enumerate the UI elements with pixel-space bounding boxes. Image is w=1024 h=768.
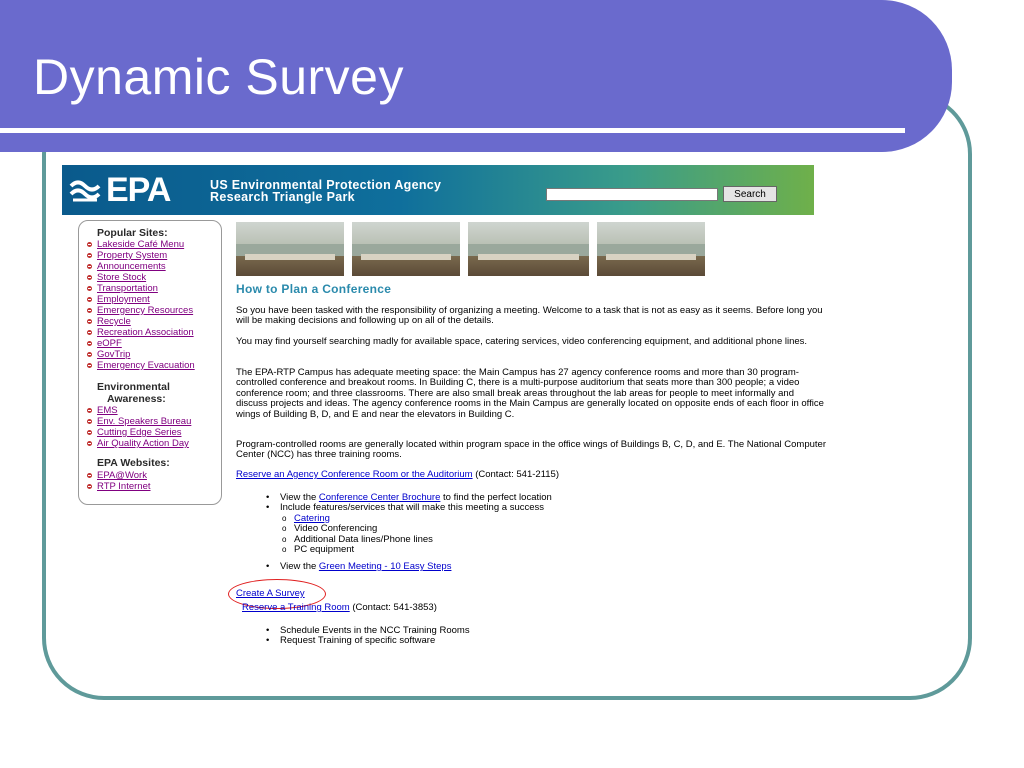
sidebar-link[interactable]: Env. Speakers Bureau bbox=[97, 416, 192, 427]
list-item: o PC equipment bbox=[280, 545, 552, 555]
bullet-icon bbox=[87, 319, 92, 324]
env-heading-2: Awareness: bbox=[107, 393, 166, 405]
search-input[interactable] bbox=[546, 188, 718, 201]
list-item bbox=[87, 272, 195, 283]
bullet-icon bbox=[87, 330, 92, 335]
list-item bbox=[87, 438, 191, 449]
include-text: Include features/services that will make this meeting a success bbox=[280, 502, 545, 514]
training-line bbox=[242, 603, 832, 613]
sidebar-link[interactable]: eOPF bbox=[97, 338, 122, 349]
list-item bbox=[87, 349, 195, 360]
reserve-line bbox=[236, 470, 826, 480]
sidebar-link[interactable]: Store Stock bbox=[97, 272, 147, 283]
conference-room-photo bbox=[597, 222, 705, 276]
list-item bbox=[87, 338, 195, 349]
popular-sites-heading: Popular Sites: bbox=[97, 227, 168, 239]
brochure-link[interactable]: Conference Center Brochure bbox=[318, 492, 441, 503]
bullet-icon bbox=[87, 419, 92, 424]
list-item bbox=[87, 405, 191, 416]
epa-websites-list bbox=[87, 470, 151, 492]
list-item bbox=[87, 327, 195, 338]
sidebar-link[interactable]: Recreation Association bbox=[97, 327, 194, 338]
list-item: o Video Conferencing bbox=[280, 524, 552, 534]
bullet-icon bbox=[87, 363, 92, 368]
sidebar-link[interactable]: Air Quality Action Day bbox=[97, 438, 189, 449]
bullet-icon bbox=[87, 473, 92, 478]
bullet-icon bbox=[87, 341, 92, 346]
agency-line-2: Research Triangle Park bbox=[210, 190, 355, 204]
catering-link[interactable]: Catering bbox=[294, 512, 330, 524]
epa-header bbox=[62, 165, 814, 215]
list-item bbox=[87, 416, 191, 427]
list-item bbox=[87, 294, 195, 305]
sidebar-link[interactable]: GovTrip bbox=[97, 349, 131, 360]
list-item bbox=[87, 427, 191, 438]
bullet-icon bbox=[87, 264, 92, 269]
bullet-icon bbox=[87, 441, 92, 446]
paragraph: So you have been tasked with the responsibility of organizing a meeting. Welcome to a task that is not as easy as it seems. Before long you will be making decisions and following up on all of the details. bbox=[236, 305, 823, 327]
embedded-webpage-screenshot bbox=[62, 165, 826, 655]
sidebar-link[interactable]: EMS bbox=[97, 405, 118, 416]
list-item bbox=[266, 503, 552, 555]
reserve-training-link[interactable]: Reserve a Training Room bbox=[242, 602, 350, 613]
brochure-rest: to find the perfect location bbox=[440, 492, 552, 503]
list-item bbox=[87, 316, 195, 327]
bullet-icon bbox=[87, 297, 92, 302]
sidebar bbox=[78, 220, 222, 505]
bullet-icon bbox=[87, 286, 92, 291]
list-item bbox=[87, 360, 195, 371]
epa-logo-text: EPA bbox=[106, 170, 171, 209]
list-item bbox=[87, 250, 195, 261]
list-item bbox=[266, 562, 451, 572]
list-item bbox=[87, 305, 195, 316]
sidebar-link[interactable]: Employment bbox=[97, 294, 150, 305]
reserve-conference-link[interactable]: Reserve an Agency Conference Room or the Auditorium bbox=[236, 469, 473, 480]
env-list bbox=[87, 405, 191, 449]
sidebar-link[interactable]: Emergency Evacuation bbox=[97, 360, 195, 371]
sidebar-link[interactable]: Cutting Edge Series bbox=[97, 427, 182, 438]
bullet-icon bbox=[87, 352, 92, 357]
list-item bbox=[87, 239, 195, 250]
sidebar-link[interactable]: Announcements bbox=[97, 261, 166, 272]
plan-list bbox=[266, 493, 552, 555]
sidebar-link[interactable]: EPA@Work bbox=[97, 470, 147, 481]
sidebar-link[interactable]: Recycle bbox=[97, 316, 131, 327]
paragraph: Program-controlled rooms are generally located within program space in the office wings of Buildings B, C, D, and E. The National Computer Center (NCC) has three training rooms. bbox=[236, 439, 826, 461]
reserve-contact: (Contact: 541-2115) bbox=[472, 469, 560, 480]
page-title: How to Plan a Conference bbox=[236, 282, 392, 296]
popular-sites-list bbox=[87, 239, 195, 371]
conference-room-photo bbox=[352, 222, 460, 276]
bullet-icon bbox=[87, 275, 92, 280]
list-item bbox=[87, 283, 195, 294]
slide-title: Dynamic Survey bbox=[33, 49, 404, 105]
conference-room-photo bbox=[236, 222, 344, 276]
bullet-icon bbox=[87, 484, 92, 489]
agency-name bbox=[210, 179, 441, 203]
list-item: • Schedule Events in the NCC Training Rooms bbox=[266, 626, 470, 636]
view-the-text: View the bbox=[280, 492, 319, 503]
green-meeting-link[interactable]: Green Meeting - 10 Easy Steps bbox=[318, 561, 452, 572]
sidebar-link[interactable]: Emergency Resources bbox=[97, 305, 194, 316]
title-divider bbox=[0, 128, 905, 133]
bullet-icon bbox=[87, 253, 92, 258]
bullet-icon bbox=[87, 408, 92, 413]
search-button[interactable]: Search bbox=[723, 186, 777, 202]
sidebar-link[interactable]: Transportation bbox=[97, 283, 158, 294]
sidebar-link[interactable]: Lakeside Café Menu bbox=[97, 239, 185, 250]
epa-logo[interactable] bbox=[68, 171, 170, 209]
training-contact: (Contact: 541-3853) bbox=[349, 602, 437, 613]
slide-title-bar bbox=[0, 0, 952, 152]
agency-line-1: US Environmental Protection Agency bbox=[210, 178, 442, 192]
bullet-icon bbox=[87, 430, 92, 435]
bullet-icon bbox=[87, 242, 92, 247]
list-item bbox=[87, 470, 151, 481]
create-survey-link[interactable]: Create A Survey bbox=[236, 588, 305, 599]
epa-websites-heading: EPA Websites: bbox=[97, 457, 170, 469]
epa-seal-icon bbox=[68, 173, 102, 207]
view-the-text: View the bbox=[280, 561, 319, 572]
paragraph: The EPA-RTP Campus has adequate meeting space: the Main Campus has 27 agency conference rooms and more than 30 program-controlled conference and breakout rooms. In Building C, there is a multi-purpose auditorium that seats more than 300 people; a video conference room; and three classrooms. There are also small break areas throughout the lab areas for people to meet informally and discuss projects and ideas. The agency conference rooms in the Main Campus are generally located on opposite ends of each floor in office wings of Building B, D, and E and near the elevators in Building C. bbox=[236, 367, 824, 420]
env-heading-1: Environmental bbox=[97, 381, 170, 393]
green-list bbox=[266, 562, 451, 572]
ncc-list bbox=[266, 626, 470, 647]
paragraph: You may find yourself searching madly for available space, catering services, video conferencing equipment, and additional phone lines. bbox=[236, 336, 808, 347]
sidebar-link[interactable]: RTP Internet bbox=[97, 481, 151, 492]
sidebar-link[interactable]: Property System bbox=[97, 250, 168, 261]
list-item bbox=[87, 261, 195, 272]
conference-room-photo bbox=[468, 222, 589, 276]
bullet-icon bbox=[87, 308, 92, 313]
list-item: o Additional Data lines/Phone lines bbox=[280, 535, 552, 545]
list-item: • Request Training of specific software bbox=[266, 636, 470, 646]
list-item bbox=[87, 481, 151, 492]
services-sublist bbox=[280, 514, 552, 556]
